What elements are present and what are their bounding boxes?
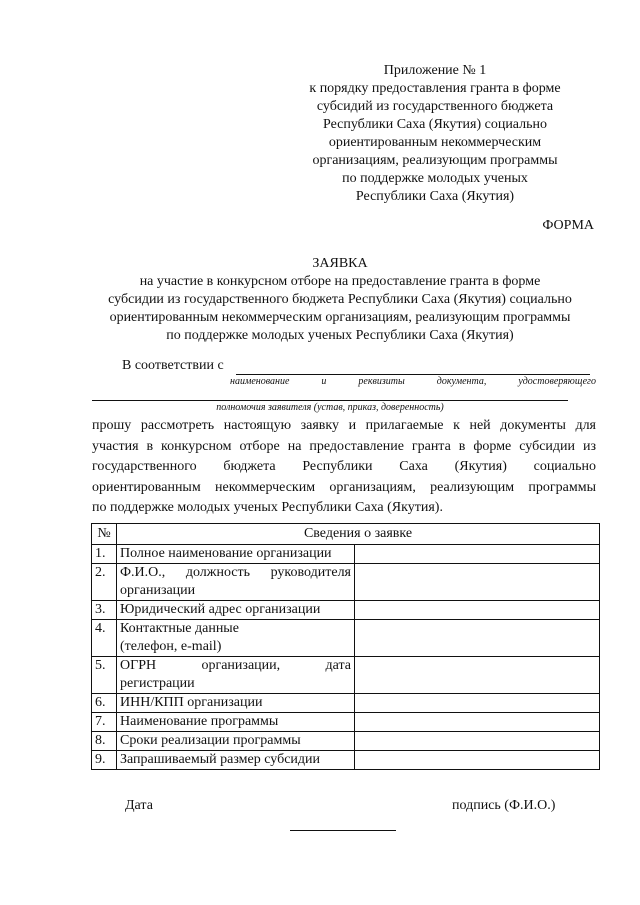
row-value-cell[interactable]	[355, 751, 600, 770]
title-line: по поддержке молодых ученых Республики Саха (Якутия)	[166, 328, 514, 343]
date-label: Дата	[125, 798, 153, 813]
table-row	[92, 601, 600, 620]
row-label	[117, 713, 355, 732]
table-row	[92, 657, 600, 694]
row-number: 6.	[92, 694, 117, 713]
signature-label: подпись (Ф.И.О.)	[452, 798, 556, 813]
authority-caption: полномочия заявителя (устав, приказ, доверенность)	[216, 402, 444, 413]
title-line: на участие в конкурсном отборе на предоставление гранта в форме	[139, 274, 541, 289]
table-row	[92, 545, 600, 564]
caption-word: удостоверяющего	[518, 376, 596, 387]
application-table	[91, 523, 600, 770]
row-value-cell[interactable]	[355, 564, 600, 601]
appendix-line: ориентированным некоммерческим	[328, 135, 542, 150]
row-label	[117, 694, 355, 713]
title-line: ориентированным некоммерческим организациям, реализующим программы	[109, 310, 571, 325]
paragraph-line: государственного бюджета Республики Саха (Якутия) социально	[92, 459, 596, 475]
row-number: 7.	[92, 713, 117, 732]
caption-word: наименование	[230, 376, 290, 387]
row-number: 3.	[92, 601, 117, 620]
row-number: 9.	[92, 751, 117, 770]
row-label	[117, 601, 355, 620]
table-row	[92, 620, 600, 657]
appendix-line: субсидий из государственного бюджета	[316, 99, 554, 114]
document-title	[70, 255, 610, 345]
appendix-line: Республики Саха (Якутия)	[355, 189, 515, 204]
paragraph-line: ориентированным некоммерческим организациям, реализующим программы	[92, 479, 596, 495]
request-paragraph	[92, 416, 596, 519]
paragraph-line: участия в конкурсном отборе на предоставление гранта в форме субсидии из	[92, 438, 596, 454]
row-label-line: Запрашиваемый размер субсидии	[120, 752, 321, 767]
row-label-line: (телефон, e-mail)	[120, 639, 222, 654]
table-row	[92, 694, 600, 713]
signature-line[interactable]	[290, 830, 396, 831]
appendix-line: по поддержке молодых ученых	[342, 171, 528, 186]
row-label-line: Ф.И.О., должность руководителя	[120, 565, 351, 580]
row-label	[117, 751, 355, 770]
title-heading: ЗАЯВКА	[312, 256, 368, 271]
row-label	[117, 545, 355, 564]
row-value-cell[interactable]	[355, 694, 600, 713]
paragraph-line: прошу рассмотреть настоящую заявку и прилагаемые к ней документы для	[92, 418, 596, 433]
row-label	[117, 564, 355, 601]
document-caption	[230, 376, 596, 387]
row-label-line: ОГРН организации, дата	[120, 658, 351, 673]
forma-label: ФОРМА	[542, 218, 594, 233]
row-label-line: Юридический адрес организации	[120, 602, 321, 617]
authority-fill-line[interactable]	[92, 400, 568, 401]
paragraph-line: по поддержке молодых ученых Республики Саха (Якутия).	[92, 500, 443, 516]
row-value-cell[interactable]	[355, 732, 600, 751]
table-row	[92, 564, 600, 601]
caption-word: документа,	[436, 376, 487, 387]
appendix-line: к порядку предоставления гранта в форме	[309, 81, 561, 96]
row-value-cell[interactable]	[355, 657, 600, 694]
table-row	[92, 751, 600, 770]
accordance-label: В соответствии с	[122, 358, 224, 373]
row-value-cell[interactable]	[355, 545, 600, 564]
row-value-cell[interactable]	[355, 620, 600, 657]
appendix-line: организациям, реализующим программы	[312, 153, 558, 168]
appendix-line: Республики Саха (Якутия) социально	[322, 117, 548, 132]
table-row	[92, 732, 600, 751]
row-label-line: организации	[120, 583, 196, 598]
row-label-line: Наименование программы	[120, 714, 279, 729]
title-line: субсидии из государственного бюджета Республики Саха (Якутия) социально	[108, 292, 572, 307]
table-row	[92, 713, 600, 732]
row-label	[117, 620, 355, 657]
row-number: 5.	[92, 657, 117, 694]
row-label	[117, 657, 355, 694]
row-label-line: Контактные данные	[120, 621, 239, 636]
row-number: 1.	[92, 545, 117, 564]
header-num: №	[92, 524, 117, 545]
appendix-header	[290, 62, 580, 206]
row-label-line: регистрации	[120, 676, 195, 691]
row-number: 2.	[92, 564, 117, 601]
row-number: 8.	[92, 732, 117, 751]
row-label-line: Полное наименование организации	[120, 546, 332, 561]
appendix-line: Приложение № 1	[383, 63, 487, 78]
caption-word: реквизиты	[358, 376, 405, 387]
row-label-line: ИНН/КПП организации	[120, 695, 263, 710]
document-fill-line[interactable]	[236, 374, 590, 375]
table-header-row	[92, 524, 600, 545]
row-label	[117, 732, 355, 751]
row-label-line: Сроки реализации программы	[120, 733, 301, 748]
row-value-cell[interactable]	[355, 713, 600, 732]
caption-word: и	[321, 376, 327, 387]
row-number: 4.	[92, 620, 117, 657]
header-info: Сведения о заявке	[117, 524, 600, 545]
row-value-cell[interactable]	[355, 601, 600, 620]
